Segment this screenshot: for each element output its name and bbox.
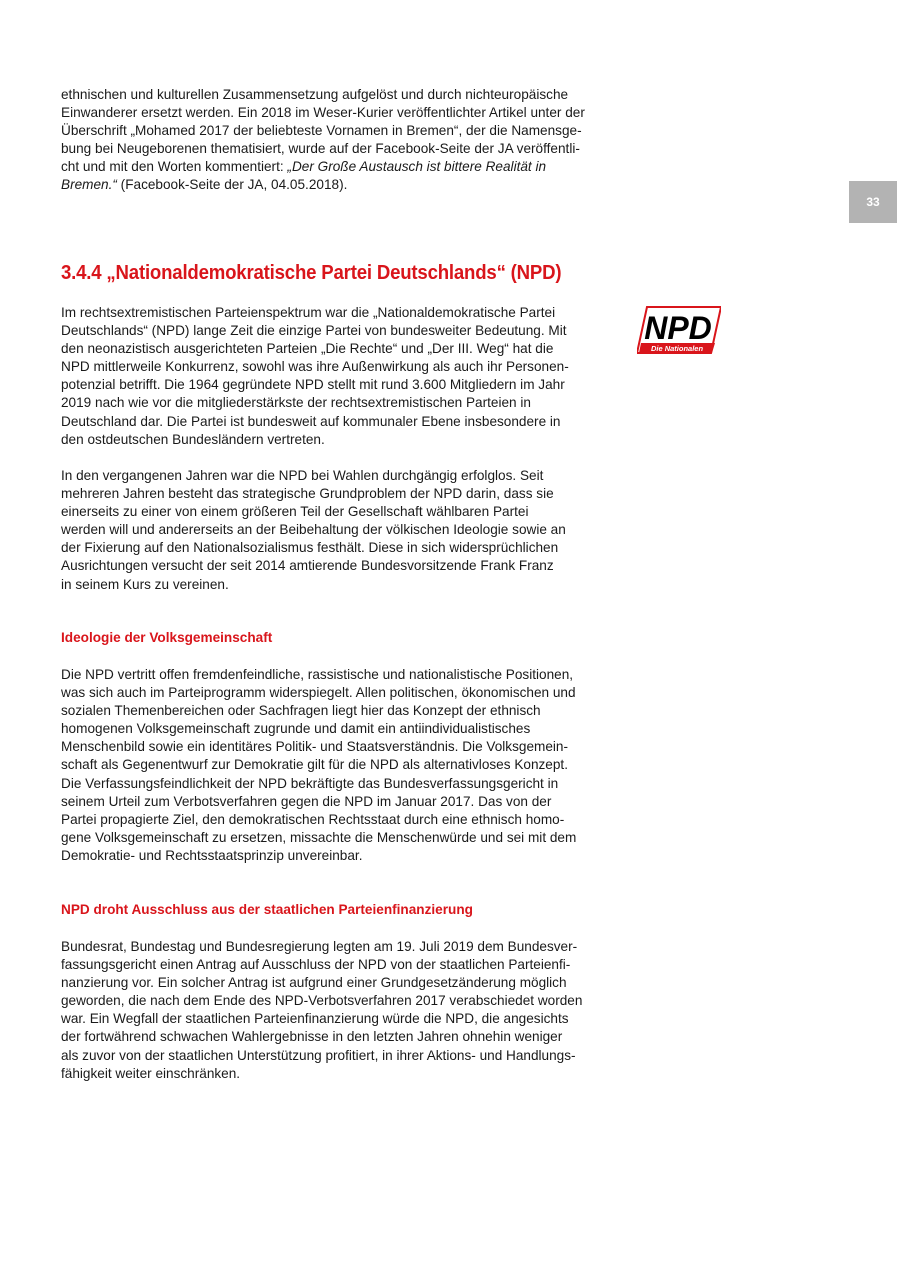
text-line: schaft als Gegenentwurf zur Demokratie gilt für die NPD als alternativloses Konzept. (61, 757, 568, 773)
text-line: homogenen Volksgemeinschaft zugrunde und damit ein antiindividualistisches (61, 721, 531, 737)
text-line: werden will und andererseits an der Beibehaltung der völkischen Ideologie sowie an (61, 522, 566, 538)
text-line: Bundesrat, Bundestag und Bundesregierung legten am 19. Juli 2019 dem Bundesver- (61, 939, 578, 954)
text-line: Deutschland dar. Die Partei ist bundesweit auf kommunaler Ebene insbesondere in (61, 413, 561, 429)
ideology-heading: Ideologie der Volksgemeinschaft (61, 630, 273, 645)
npd-logo-icon (637, 305, 721, 355)
text-line: ethnischen und kulturellen Zusammensetzung aufgelöst und durch nichteuropäische (61, 87, 569, 102)
text-line: Einwanderer ersetzt werden. Ein 2018 im Weser-Kurier veröffentlichter Artikel unter der (61, 105, 585, 121)
text-line: fassungsgericht einen Antrag auf Ausschluss der NPD von der staatlichen Parteienfi- (61, 957, 571, 973)
text-line: Ausrichtungen versucht der seit 2014 amtierende Bundesvorsitzende Frank Franz (61, 558, 554, 574)
text-line: Im rechtsextremistischen Parteienspektrum war die „Nationaldemokratische Partei (61, 305, 556, 320)
text-line: mehreren Jahren besteht das strategische Grundproblem der NPD darin, dass sie (61, 486, 554, 502)
text-line: Die NPD vertritt offen fremdenfeindliche, rassistische und nationalistische Positionen, (61, 667, 574, 682)
text-line: in seinem Kurs zu vereinen. (61, 576, 229, 592)
text-fragment: (Facebook-Seite der JA, 04.05.2018). (116, 177, 348, 193)
section-heading: 3.4.4 „Nationaldemokratische Partei Deutschlands“ (NPD) (61, 262, 562, 284)
text-line (61, 176, 621, 194)
intro-paragraph (61, 86, 621, 195)
text-line: geworden, die nach dem Ende des NPD-Verbotsverfahren 2017 verabschiedet worden (61, 993, 583, 1009)
financing-heading: NPD droht Ausschluss aus der staatlichen Parteienfinanzierung (61, 902, 473, 917)
text-line: war. Ein Wegfall der staatlichen Parteienfinanzierung würde die NPD, die angesichts (61, 1011, 569, 1027)
text-line: als zuvor von der staatlichen Unterstützung profitiert, in ihrer Aktions- und Handlungs- (61, 1047, 576, 1063)
logo-subtext: Die Nationalen (650, 344, 704, 353)
text-line: In den vergangenen Jahren war die NPD bei Wahlen durchgängig erfolglos. Seit (61, 468, 544, 483)
text-line: nanzierung vor. Ein solcher Antrag ist aufgrund einer Grundgesetzänderung möglich (61, 975, 567, 991)
text-line: einerseits zu einer von einem größeren Teil der Gesellschaft wählbaren Partei (61, 504, 529, 520)
text-fragment: cht und mit den Worten kommentiert: (61, 159, 288, 175)
text-line: Deutschlands“ (NPD) lange Zeit die einzige Partei von bundesweiter Bedeutung. Mit (61, 323, 567, 339)
text-line: potenzial betrifft. Die 1964 gegründete NPD stellt mit rund 3.600 Mitgliedern im Jahr (61, 377, 565, 393)
page-number: 33 (849, 181, 897, 223)
text-line (61, 158, 621, 176)
text-line: der fortwährend schwachen Wahlergebnisse in den letzten Jahren ohnehin weniger (61, 1029, 563, 1045)
text-line: fähigkeit weiter einschränken. (61, 1065, 241, 1081)
ideology-paragraph (61, 666, 621, 865)
text-line: 2019 nach wie vor die mitgliederstärkste der rechtsextremistischen Parteien in (61, 395, 531, 411)
quote-fragment: „Der Große Austausch ist bittere Realität in (287, 159, 547, 175)
text-line: Menschenbild sowie ein identitäres Politik- und Staatsverständnis. Die Volksgemein- (61, 739, 569, 755)
text-line: seinem Urteil zum Verbotsverfahren gegen die NPD im Januar 2017. Das von der (61, 793, 552, 809)
text-line: Partei propagierte Ziel, den demokratischen Rechtsstaat durch eine ethnisch homo- (61, 811, 565, 827)
text-line: den neonazistisch ausgerichteten Parteien „Die Rechte“ und „Der III. Weg“ hat die (61, 341, 554, 357)
text-line: den ostdeutschen Bundesländern vertreten. (61, 431, 325, 447)
quote-fragment: Bremen.“ (61, 177, 117, 193)
section-paragraph-1 (61, 304, 621, 449)
text-line: der Fixierung auf den Nationalsozialismus festhält. Diese in sich widersprüchlichen (61, 540, 559, 556)
text-line: bung bei Neugeborenen thematisiert, wurde auf der Facebook-Seite der JA veröffentli- (61, 141, 580, 157)
text-line: sozialen Themenbereichen oder Sachfragen liegt hier das Konzept der ethnisch (61, 703, 541, 719)
text-line: Überschrift „Mohamed 2017 der beliebteste Vornamen in Bremen“, der die Namensge- (61, 123, 582, 139)
financing-paragraph (61, 938, 621, 1083)
text-line: Demokratie- und Rechtsstaatsprinzip unvereinbar. (61, 847, 363, 863)
text-line: NPD mittlerweile Konkurrenz, sowohl was ihre Außenwirkung als auch ihr Personen- (61, 359, 569, 375)
text-line: was sich auch im Parteiprogramm widerspiegelt. Allen politischen, ökonomischen und (61, 685, 576, 701)
logo-text: NPD (644, 310, 712, 346)
text-line: Die Verfassungsfeindlichkeit der NPD bekräftigte das Bundesverfassungsgericht in (61, 775, 559, 791)
section-paragraph-2 (61, 467, 621, 594)
text-line: gene Volksgemeinschaft zu ersetzen, missachte die Menschenwürde und sei mit dem (61, 829, 577, 845)
